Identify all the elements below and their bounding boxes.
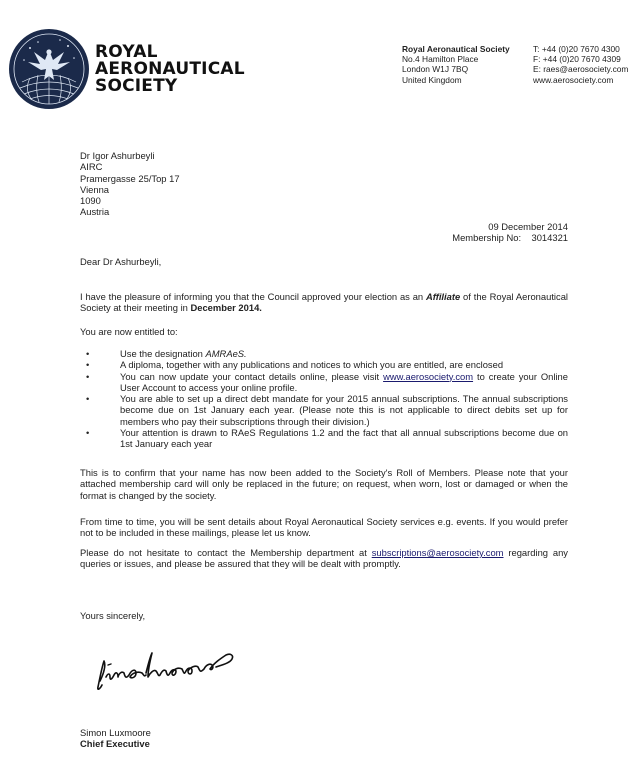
phone-number: T: +44 (0)20 7670 4300 bbox=[533, 44, 620, 54]
bullet-icon: • bbox=[86, 393, 90, 405]
date-block bbox=[452, 221, 568, 244]
raes-emblem-icon bbox=[8, 28, 90, 110]
list-item bbox=[86, 348, 568, 359]
paragraph-contact bbox=[80, 547, 568, 570]
membership-label: Membership No: bbox=[452, 232, 522, 244]
paragraph-mailings: From time to time, you will be sent details about Royal Aeronautical Society services e.g. events. If you would prefer not to be included in these mailings, please let us know. bbox=[80, 516, 568, 539]
list-item bbox=[86, 371, 568, 394]
paragraph-roll-of-members: This is to confirm that your name has now been added to the Society's Roll of Members. Please note that your attached membership card will only be replaced in the future; on request, when worn, lost or damaged or when the format is changed by the society. bbox=[80, 467, 568, 501]
signer-name: Simon Luxmoore bbox=[80, 727, 151, 738]
meeting-date: December 2014. bbox=[190, 302, 262, 314]
list-item bbox=[86, 359, 568, 370]
paragraph-text: I have the pleasure of informing you that the Council approved your election as an bbox=[80, 291, 426, 302]
logo-wordmark bbox=[95, 44, 245, 95]
signer-block bbox=[80, 727, 151, 750]
list-item bbox=[86, 393, 568, 427]
designation: AMRAeS. bbox=[205, 348, 247, 359]
paragraph-text: of the Royal Aeronautical Society at their meeting in bbox=[80, 291, 568, 314]
entitlements-list bbox=[86, 348, 568, 450]
recipient-line: Vienna bbox=[80, 183, 110, 195]
handwritten-signature bbox=[92, 643, 262, 698]
recipient-address bbox=[80, 150, 180, 218]
website-link[interactable]: www.aerosociety.com bbox=[383, 370, 474, 382]
list-item-text: Your attention is drawn to RAeS Regulations 1.2 and the fact that all annual subscriptions become due on 1st January each year bbox=[120, 427, 568, 450]
paragraph-text: regarding any queries or issues, and please be assured that they will be dealt with promptly. bbox=[80, 547, 568, 570]
recipient-line: Dr Igor Ashurbeyli bbox=[80, 150, 155, 161]
website-address: www.aerosociety.com bbox=[533, 74, 614, 85]
org-address-line: London W1J 7BQ bbox=[402, 64, 469, 75]
list-item-text: to create your Online User Account to access your online profile. bbox=[120, 370, 568, 393]
letter-date: 09 December 2014 bbox=[488, 221, 568, 232]
recipient-line: AIRC bbox=[80, 161, 103, 173]
paragraph-election bbox=[80, 291, 568, 314]
recipient-line: Austria bbox=[80, 206, 110, 218]
paragraph-text: Please do not hesitate to contact the Membership department at bbox=[80, 547, 372, 558]
org-address-line: No.4 Hamilton Place bbox=[402, 54, 479, 65]
org-name: Royal Aeronautical Society bbox=[402, 44, 510, 54]
logo-line-2: AERONAUTICAL bbox=[95, 59, 245, 79]
org-address-line: United Kingdom bbox=[402, 74, 462, 85]
bullet-icon: • bbox=[86, 427, 90, 439]
list-item-text: You can now update your contact details online, please visit bbox=[120, 370, 384, 382]
paragraph-entitled: You are now entitled to: bbox=[80, 326, 178, 337]
fax-number: F: +44 (0)20 7670 4309 bbox=[533, 54, 621, 65]
salutation: Dear Dr Ashurbeyli, bbox=[80, 256, 162, 267]
list-item-text: Use the designation bbox=[120, 348, 206, 359]
signer-title: Chief Executive bbox=[80, 738, 150, 750]
bullet-icon: • bbox=[86, 348, 90, 359]
email-address: E: raes@aerosociety.com bbox=[533, 64, 629, 75]
list-item bbox=[86, 427, 568, 450]
recipient-line: 1090 bbox=[80, 195, 101, 207]
membership-number-row bbox=[452, 232, 568, 243]
list-item-text: A diploma, together with any publications and notices to which you are entitled, are enclosed bbox=[120, 359, 504, 371]
org-address bbox=[402, 44, 510, 85]
membership-number: 3014321 bbox=[531, 232, 568, 244]
bullet-icon: • bbox=[86, 370, 90, 382]
bullet-icon: • bbox=[86, 359, 90, 371]
org-contact bbox=[533, 44, 628, 85]
closing: Yours sincerely, bbox=[80, 610, 146, 621]
membership-grade: Affiliate bbox=[425, 291, 461, 302]
subscriptions-email-link[interactable]: subscriptions@aerosociety.com bbox=[371, 547, 504, 558]
logo-line-1: ROYAL bbox=[95, 42, 158, 62]
recipient-line: Pramergasse 25/Top 17 bbox=[80, 172, 180, 184]
list-item-text: You are able to set up a direct debt mandate for your 2015 annual subscriptions. The annual subscriptions become due on 1st January each year. (Please note this is not applicable to direct debits set up for members who pay their subscriptions through their division.) bbox=[120, 393, 568, 427]
logo-line-3: SOCIETY bbox=[95, 76, 178, 96]
